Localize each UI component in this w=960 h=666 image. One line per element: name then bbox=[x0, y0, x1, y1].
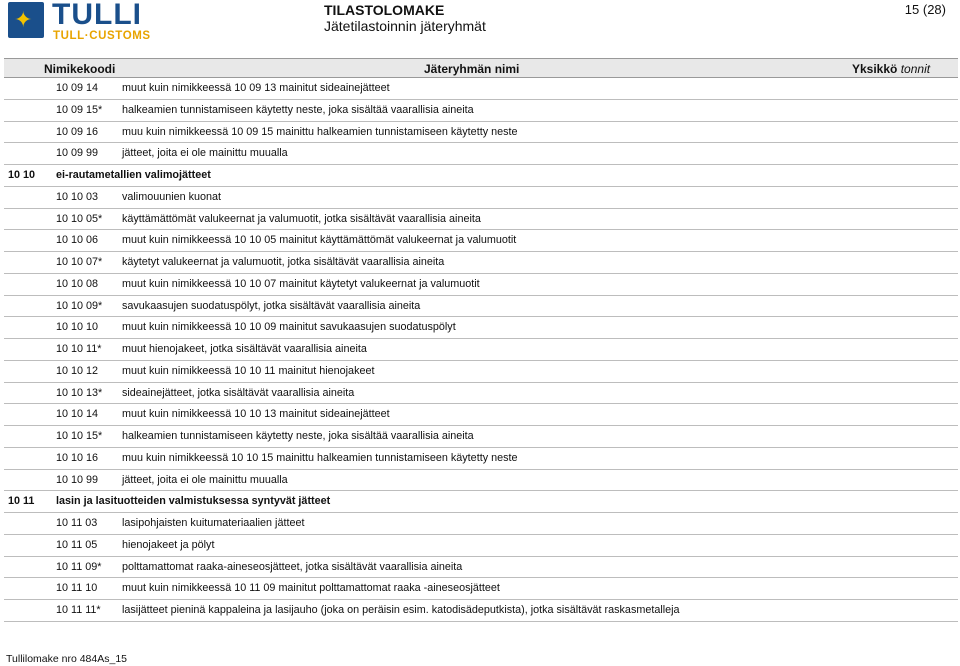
row-description: muut kuin nimikkeessä 10 10 07 mainitut käytetyt valukeernat ja valumuotit bbox=[122, 277, 480, 290]
table-header bbox=[4, 58, 958, 78]
unit-value: tonnit bbox=[900, 62, 931, 76]
row-code: 10 10 13* bbox=[56, 386, 103, 399]
table-row bbox=[4, 122, 958, 144]
row-description: sideainejätteet, jotka sisältävät vaarallisia aineita bbox=[122, 386, 355, 399]
table-row bbox=[4, 448, 958, 470]
row-description: muut hienojakeet, jotka sisältävät vaarallisia aineita bbox=[122, 343, 367, 355]
row-description: muut kuin nimikkeessä 10 10 11 mainitut hienojakeet bbox=[122, 364, 375, 377]
table-row bbox=[4, 557, 958, 579]
row-description: lasipohjaisten kuitumateriaalien jätteet bbox=[122, 517, 305, 529]
row-description: muut kuin nimikkeessä 10 11 09 mainitut polttamattomat raaka -aineseosjätteet bbox=[122, 582, 500, 595]
row-description: jätteet, joita ei ole mainittu muualla bbox=[122, 147, 288, 160]
table-row bbox=[4, 578, 958, 600]
row-code: 10 10 05* bbox=[56, 212, 103, 225]
row-code: 10 11 05 bbox=[56, 538, 98, 551]
table-row bbox=[4, 187, 958, 209]
row-description: muut kuin nimikkeessä 10 10 05 mainitut käyttämättömät valukeernat ja valumuotit bbox=[122, 234, 517, 247]
row-code: 10 09 14 bbox=[56, 82, 99, 94]
form-title: TILASTOLOMAKE bbox=[324, 2, 445, 18]
row-code: 10 09 99 bbox=[56, 147, 99, 160]
row-code: 10 10 10 bbox=[56, 321, 99, 334]
row-description: hienojakeet ja pölyt bbox=[122, 538, 215, 551]
row-code: 10 10 15* bbox=[56, 430, 103, 442]
table-row bbox=[4, 317, 958, 339]
group-row bbox=[4, 165, 958, 187]
page-header bbox=[0, 0, 960, 50]
row-description: käytetyt valukeernat ja valumuotit, jotka sisältävät vaarallisia aineita bbox=[122, 256, 445, 268]
row-code: 10 09 16 bbox=[56, 125, 99, 138]
table-row bbox=[4, 513, 958, 535]
row-code: 10 10 16 bbox=[56, 451, 99, 464]
form-number: Tullilomake nro 484As_15 bbox=[6, 653, 128, 665]
tulli-logo bbox=[8, 2, 208, 42]
row-code: 10 11 11* bbox=[56, 604, 101, 616]
logo-text: TULLI bbox=[52, 0, 142, 31]
row-description: muut kuin nimikkeessä 10 10 09 mainitut savukaasujen suodatuspölyt bbox=[122, 321, 456, 334]
row-description: lasin ja lasituotteiden valmistuksessa syntyvät jätteet bbox=[56, 495, 331, 508]
table-row bbox=[4, 339, 958, 361]
row-description: muut kuin nimikkeessä 10 10 13 mainitut sideainejätteet bbox=[122, 408, 390, 421]
row-code: 10 10 03 bbox=[56, 190, 99, 203]
row-code: 10 10 14 bbox=[56, 408, 99, 421]
table-row bbox=[4, 252, 958, 274]
row-code: 10 10 12 bbox=[56, 364, 99, 377]
row-description: lasijätteet pieninä kappaleina ja lasijauho (joka on peräisin esim. katodisädeputkista), jotka sisältävät raskasmetalleja bbox=[122, 604, 680, 616]
row-description: muu kuin nimikkeessä 10 10 15 mainittu halkeamien tunnistamiseen käytetty neste bbox=[122, 451, 518, 464]
table-row bbox=[4, 600, 958, 622]
table-row bbox=[4, 78, 958, 100]
table-row bbox=[4, 230, 958, 252]
customs-emblem-icon: ✦ bbox=[8, 2, 44, 38]
column-header-name: Jäteryhmän nimi bbox=[424, 62, 520, 76]
row-code: 10 09 15* bbox=[56, 103, 103, 116]
row-description: halkeamien tunnistamiseen käytetty neste, joka sisältää vaarallisia aineita bbox=[122, 430, 474, 442]
table-row bbox=[4, 535, 958, 557]
row-code: 10 11 03 bbox=[56, 517, 98, 529]
table-row bbox=[4, 361, 958, 383]
row-code: 10 11 bbox=[8, 495, 35, 508]
table-row bbox=[4, 470, 958, 492]
row-description: polttamattomat raaka-aineseosjätteet, jotka sisältävät vaarallisia aineita bbox=[122, 560, 463, 573]
page-number: 15 (28) bbox=[904, 2, 946, 17]
table-row bbox=[4, 143, 958, 165]
table-row bbox=[4, 209, 958, 231]
column-header-code: Nimikekoodi bbox=[44, 62, 116, 76]
row-code: 10 10 06 bbox=[56, 234, 99, 247]
row-description: valimouunien kuonat bbox=[122, 190, 222, 203]
row-description: käyttämättömät valukeernat ja valumuotit, jotka sisältävät vaarallisia aineita bbox=[122, 212, 481, 225]
row-code: 10 10 07* bbox=[56, 256, 103, 268]
row-code: 10 10 bbox=[8, 169, 36, 181]
row-code: 10 10 11* bbox=[56, 343, 102, 355]
row-description: muut kuin nimikkeessä 10 09 13 mainitut sideainejätteet bbox=[122, 82, 390, 94]
row-code: 10 10 99 bbox=[56, 473, 99, 486]
row-code: 10 10 08 bbox=[56, 277, 99, 290]
waste-group-table bbox=[4, 78, 958, 622]
row-description: savukaasujen suodatuspölyt, jotka sisältävät vaarallisia aineita bbox=[122, 299, 421, 312]
column-header-unit: Yksikkö tonnit bbox=[852, 62, 931, 76]
row-description: jätteet, joita ei ole mainittu muualla bbox=[122, 473, 288, 486]
table-row bbox=[4, 274, 958, 296]
row-description: ei-rautametallien valimojätteet bbox=[56, 169, 211, 181]
table-row bbox=[4, 404, 958, 426]
row-code: 10 11 09* bbox=[56, 560, 102, 573]
group-row bbox=[4, 491, 958, 513]
form-subtitle: Jätetilastoinnin jäteryhmät bbox=[324, 18, 486, 34]
table-row bbox=[4, 296, 958, 318]
row-code: 10 10 09* bbox=[56, 299, 103, 312]
row-description: halkeamien tunnistamiseen käytetty neste, joka sisältää vaarallisia aineita bbox=[122, 103, 474, 116]
row-description: muu kuin nimikkeessä 10 09 15 mainittu halkeamien tunnistamiseen käytetty neste bbox=[122, 125, 518, 138]
table-row bbox=[4, 383, 958, 405]
row-code: 10 11 10 bbox=[56, 582, 98, 595]
table-row bbox=[4, 100, 958, 122]
table-row bbox=[4, 426, 958, 448]
logo-subtext: TULL·CUSTOMS bbox=[53, 30, 151, 42]
